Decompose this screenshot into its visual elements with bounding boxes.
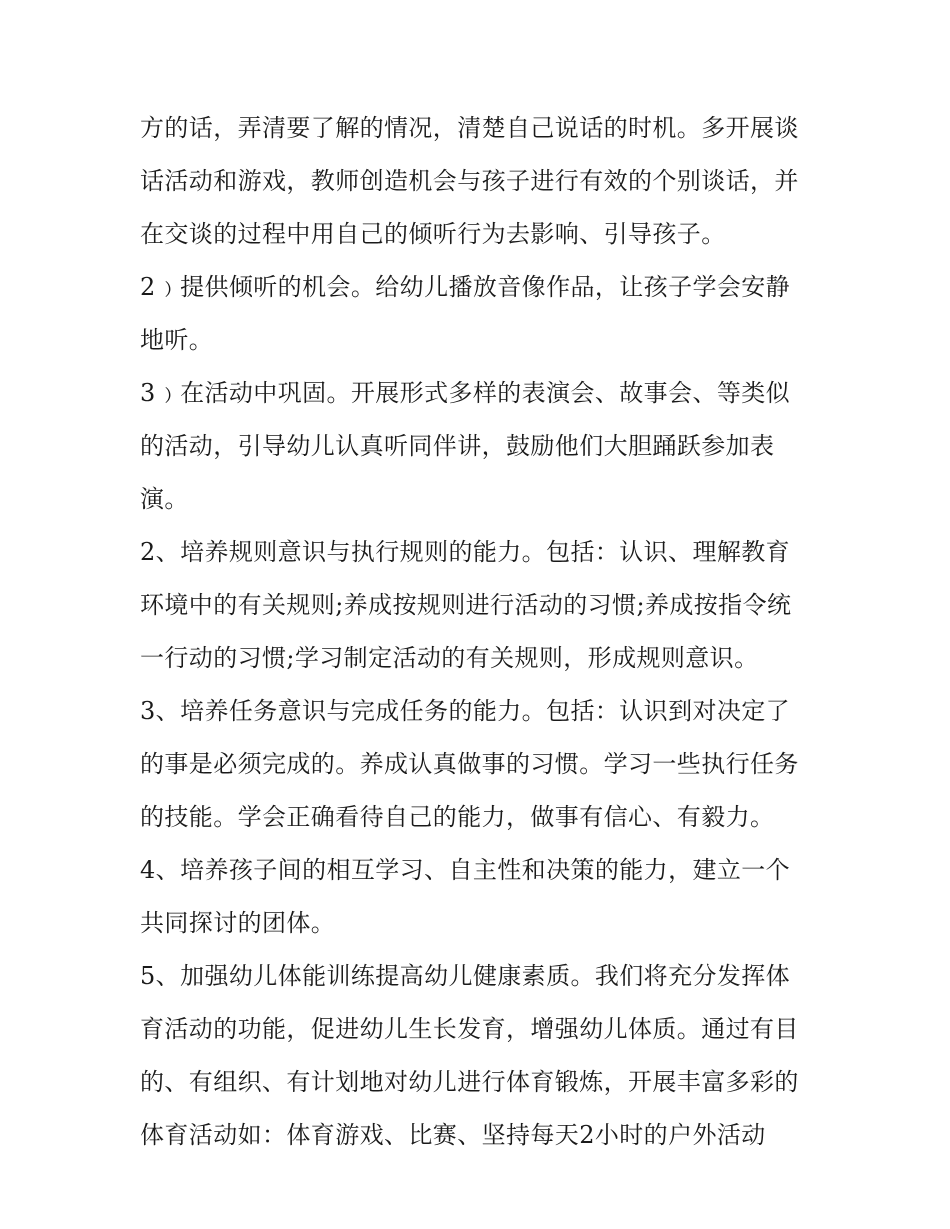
text-line: 环境中的有关规则;养成按规则进行活动的习惯;养成按指令统 — [140, 591, 792, 619]
document-body — [140, 102, 820, 1162]
text-line: 育活动的功能，促进幼儿生长发育，增强幼儿体质。通过有目 — [140, 1015, 799, 1043]
text-line: 共同探讨的团体。 — [140, 909, 336, 937]
text-line: 4、培养孩子间的相互学习、自主性和决策的能力，建立一个 — [140, 856, 791, 884]
text-line: 的事是必须完成的。养成认真做事的习惯。学习一些执行任务 — [140, 750, 799, 778]
text-line: 3、培养任务意识与完成任务的能力。包括：认识到对决定了 — [140, 697, 791, 725]
text-line: 的技能。学会正确看待自己的能力，做事有信心、有毅力。 — [140, 803, 775, 831]
text-line: 2、培养规则意识与执行规则的能力。包括：认识、理解教育 — [140, 538, 791, 566]
text-line: 地听。 — [140, 326, 214, 354]
text-line: 的、有组织、有计划地对幼儿进行体育锻炼，开展丰富多彩的 — [140, 1068, 799, 1096]
text-line: 的活动，引导幼儿认真听同伴讲，鼓励他们大胆踊跃参加表 — [140, 432, 775, 460]
text-line: 在交谈的过程中用自己的倾听行为去影响、引导孩子。 — [140, 220, 726, 248]
text-line: 方的话，弄清要了解的情况，清楚自己说话的时机。多开展谈 — [140, 114, 799, 142]
text-line: 演。 — [140, 485, 189, 513]
text-line: 2﹚提供倾听的机会。给幼儿播放音像作品，让孩子学会安静 — [140, 273, 791, 301]
text-line: 一行动的习惯;学习制定活动的有关规则，形成规则意识。 — [140, 644, 759, 672]
text-line: 话活动和游戏，教师创造机会与孩子进行有效的个别谈话，并 — [140, 167, 799, 195]
text-line: 5、加强幼儿体能训练提高幼儿健康素质。我们将充分发挥体 — [140, 962, 791, 990]
text-line: 体育活动如：体育游戏、比赛、坚持每天2小时的户外活动 — [140, 1121, 766, 1149]
text-line: 3﹚在活动中巩固。开展形式多样的表演会、故事会、等类似 — [140, 379, 791, 407]
